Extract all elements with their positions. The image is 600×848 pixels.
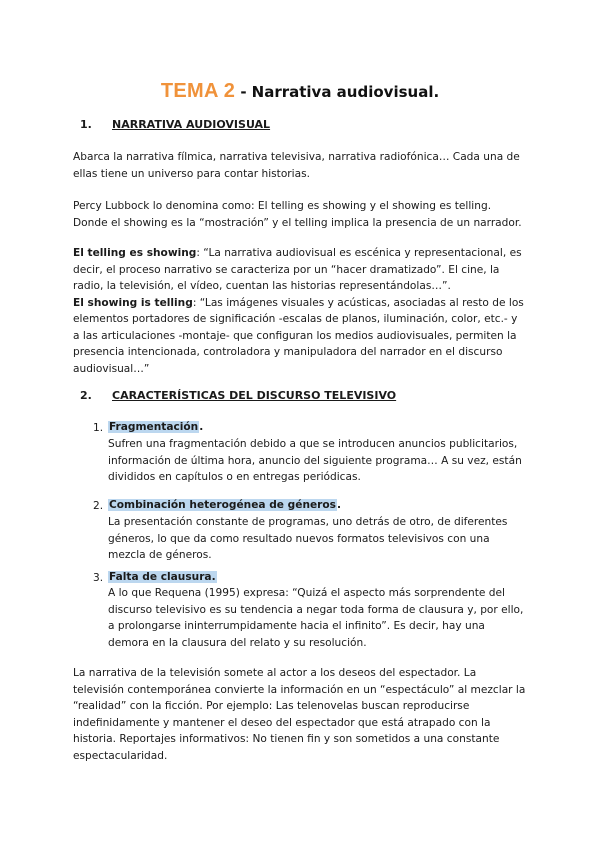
list-item-body	[108, 585, 548, 651]
paragraph-line: A lo que Requena (1995) expresa: “Quizá el aspecto más sorprendente del	[108, 587, 505, 599]
list-item-heading	[108, 421, 203, 433]
title-tema: TEMA 2	[160, 80, 236, 102]
definition-text: : “Las imágenes visuales y acústicas, asociadas al resto de los	[192, 296, 524, 309]
paragraph-line: La narrativa de la televisión somete al actor a los deseos del espectador. La	[73, 667, 477, 679]
paragraph-line: Percy Lubbock lo denomina como: El telling es showing y el showing es telling.	[73, 200, 492, 212]
paragraph-line: demora en la clausura del relato y su resolución.	[108, 636, 367, 649]
list-item-heading	[108, 499, 341, 511]
paragraph-line: géneros, lo que da como resultado nuevos formatos televisivos con una	[108, 532, 490, 545]
section-2-number: 2.	[80, 389, 92, 402]
paragraph-telling-showing	[73, 245, 543, 377]
heading-punctuation: .	[337, 499, 342, 511]
section-2-title: CARACTERÍSTICAS DEL DISCURSO TELEVISIVO	[112, 389, 397, 402]
title-separator: -	[240, 83, 247, 101]
paragraph-closing	[73, 665, 543, 764]
paragraph-line	[73, 245, 543, 262]
heading-punctuation: .	[199, 421, 204, 433]
paragraph-line: La presentación constante de programas, uno detrás de otro, de diferentes	[108, 516, 508, 528]
section-1-title: NARRATIVA AUDIOVISUAL	[112, 118, 271, 131]
section-1-heading	[80, 118, 270, 131]
paragraph-line: Donde el showing es la “mostración” y el telling implica la presencia de un narrador.	[73, 216, 522, 229]
paragraph-line: a las articulaciones -montaje- que configuran los medios audiovisuales, permiten la	[73, 329, 517, 342]
paragraph-line: elementos portadores de significación -escalas de planos, iluminación, color, etc.- y	[73, 313, 518, 325]
paragraph-line: historia. Reportajes informativos: No tienen fin y son sometidos a una constante	[73, 733, 500, 745]
definition-label: El showing is telling	[73, 296, 193, 309]
highlighted-heading: Falta de clausura.	[109, 571, 216, 583]
list-item-number: 3.	[93, 572, 104, 584]
paragraph-line: información de última hora, anuncio del siguiente programa… A su vez, están	[108, 454, 522, 467]
list-item-number: 1.	[93, 422, 104, 434]
paragraph-line: radio, la televisión, el vídeo, cuentan las historias representándolas…”.	[73, 280, 451, 292]
paragraph-intro	[73, 149, 543, 182]
list-item-body	[108, 514, 548, 564]
paragraph-line: divididos en capítulos o en entregas periódicas.	[108, 471, 361, 483]
list-item-number: 2.	[93, 500, 104, 512]
paragraph-line: Sufren una fragmentación debido a que se introducen anuncios publicitarios,	[108, 438, 518, 450]
paragraph-line: espectacularidad.	[73, 749, 168, 762]
paragraph-line: televisión contemporánea convierte la información en un “espectáculo” al mezclar la	[73, 683, 526, 696]
definition-text: : “La narrativa audiovisual es escénica y representacional, es	[196, 247, 522, 259]
paragraph-line: indefinidamente y mantener el deseo del espectador que está atrapado con la	[73, 716, 491, 729]
highlighted-heading: Fragmentación	[109, 421, 199, 433]
paragraph-line: decir, el proceso narrativo se caracteriza por un “hacer dramatizado”. El cine, la	[73, 263, 500, 276]
page-title	[0, 80, 600, 103]
title-text: Narrativa audiovisual.	[251, 83, 440, 101]
list-item-body	[108, 436, 548, 486]
section-1-number: 1.	[80, 118, 92, 131]
paragraph-line: ellas tiene un universo para contar historias.	[73, 167, 310, 180]
section-2-heading	[80, 389, 396, 402]
definition-label: El telling es showing	[73, 247, 197, 259]
highlighted-heading: Combinación heterogénea de géneros	[109, 499, 336, 511]
paragraph-line: mezcla de géneros.	[108, 549, 212, 561]
paragraph-line: discurso televisivo es su tendencia a negar toda forma de clausura y, por ello,	[108, 603, 524, 616]
paragraph-line: Abarca la narrativa fílmica, narrativa televisiva, narrativa radiofónica… Cada una de	[73, 151, 520, 163]
paragraph-line: “realidad” con la ficción. Por ejemplo: Las telenovelas buscan reproducirse	[73, 700, 470, 712]
paragraph-line: presencia intencionada, controladora y manipuladora del narrador en el discurso	[73, 346, 503, 358]
list-item-heading	[108, 571, 217, 583]
paragraph-line: a prolongarse ininterrumpidamente hacia el infinito”. Es decir, hay una	[108, 620, 485, 632]
paragraph-line: audiovisual…”	[73, 362, 150, 375]
paragraph-line	[73, 295, 543, 312]
paragraph-lubbock	[73, 198, 543, 231]
